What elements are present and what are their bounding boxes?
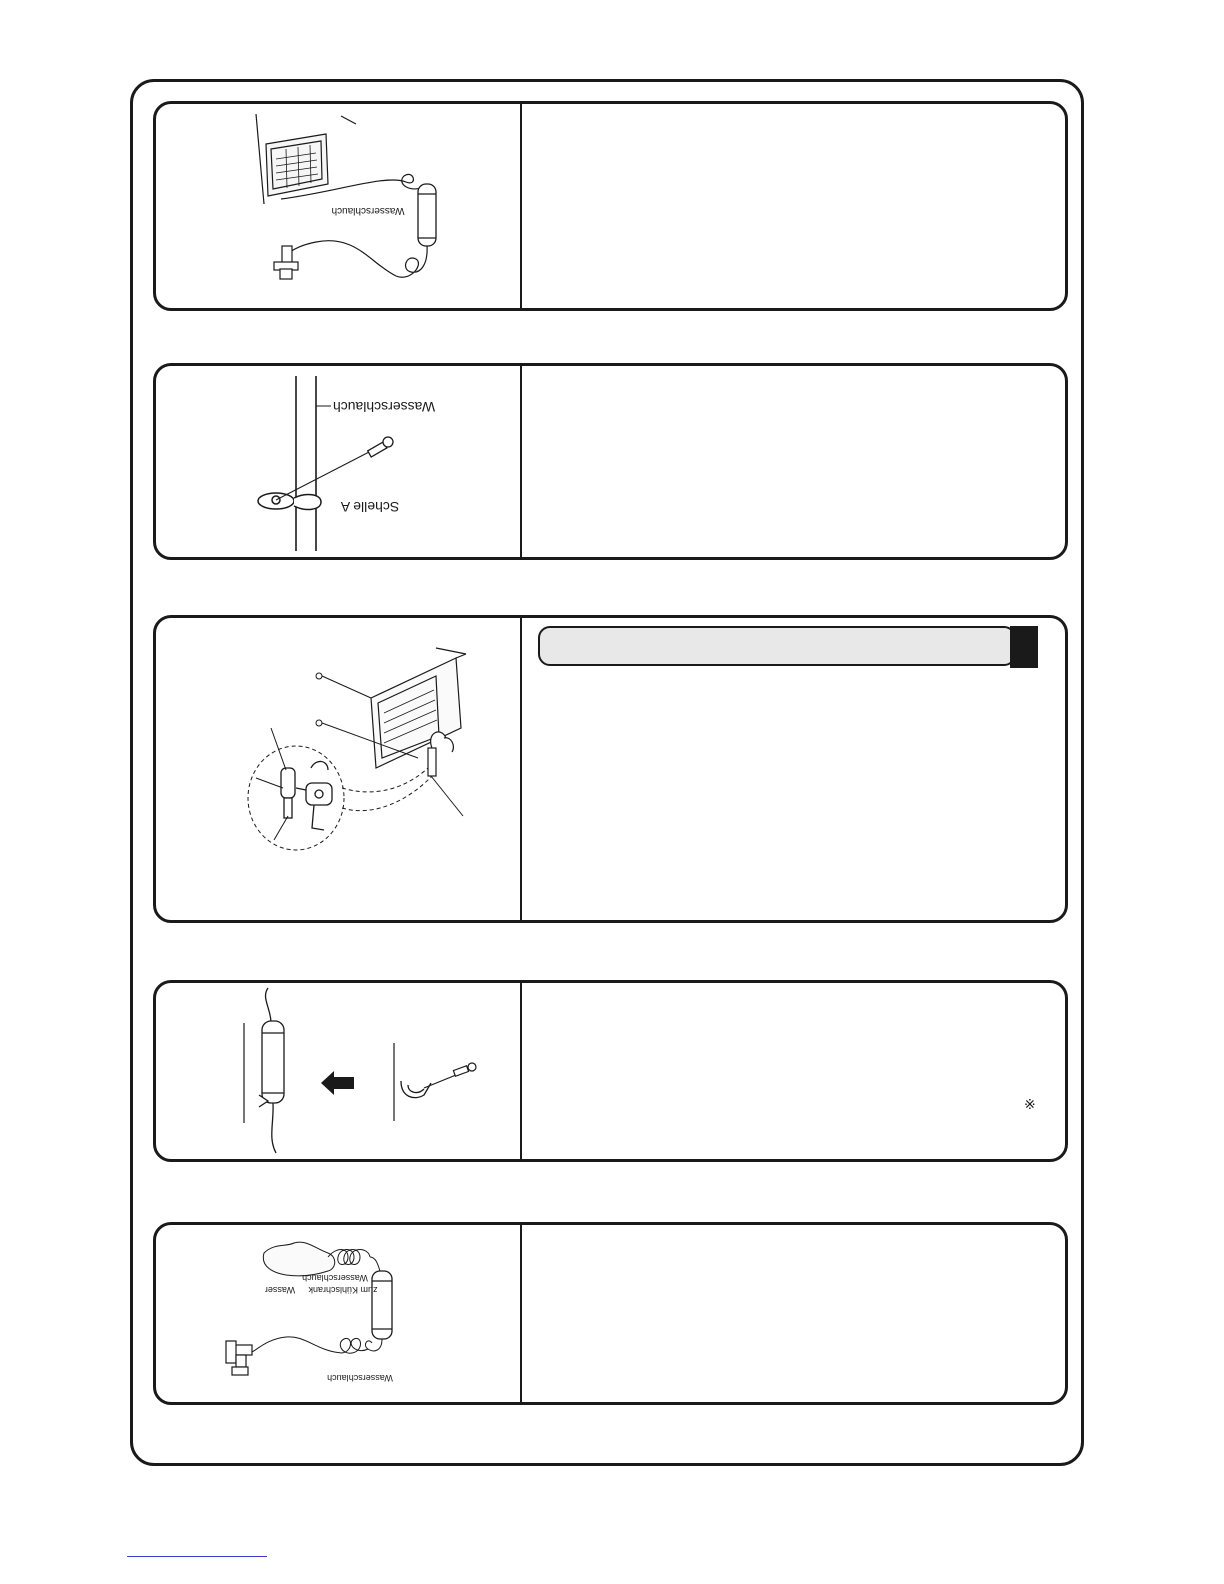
hose-coil-top (328, 1250, 380, 1272)
panel-divider (520, 366, 522, 557)
water-label: Wasser (264, 1285, 296, 1295)
to-fridge-label: zum Kühlschrank (308, 1285, 378, 1295)
detail-valve-parts (281, 761, 332, 830)
hose-top-label: Wasserschlauch (302, 1273, 368, 1283)
hose-label: Wasserschlauch (331, 205, 405, 216)
filter-cartridge (418, 184, 436, 246)
section-header (538, 626, 1038, 668)
valve-assembly-illustration (156, 618, 520, 920)
step-panel-1 (153, 101, 1068, 311)
grille-panel (256, 114, 356, 204)
filter-install-illustration (156, 983, 520, 1159)
mounting-screw (424, 1063, 476, 1088)
tap-valve (226, 1341, 252, 1375)
step-panel-4 (153, 980, 1068, 1162)
note-symbol: ※ (1024, 1096, 1036, 1112)
direction-arrow (321, 1071, 354, 1095)
filter-cartridge (372, 1271, 392, 1339)
filter-flush-illustration (156, 1225, 520, 1402)
water-splash (263, 1242, 334, 1276)
clamp-label: Schelle A (340, 499, 400, 515)
hose-coil-bottom (250, 1337, 382, 1353)
filter-connection-illustration (156, 104, 520, 308)
clamp-mounting-illustration (156, 366, 520, 557)
panel-divider (520, 618, 522, 920)
clamp-a (258, 493, 321, 509)
section-header-tab (1010, 626, 1038, 668)
panel-divider (520, 983, 522, 1159)
step-panel-3 (153, 615, 1068, 923)
step-panel-2 (153, 363, 1068, 560)
filter-cartridge (259, 988, 284, 1153)
footer-link-rule (127, 1556, 267, 1557)
panel-divider (520, 104, 522, 308)
filter-clip (401, 1081, 431, 1098)
mounting-screw (276, 437, 393, 500)
hose-bottom-label: Wasserschlauch (327, 1373, 393, 1383)
section-header-pill (538, 626, 1016, 666)
water-valve (428, 732, 453, 776)
step-panel-5 (153, 1222, 1068, 1405)
panel-divider (520, 1225, 522, 1402)
tap-valve (274, 246, 298, 279)
hose-label: Wasserschlauch (332, 399, 436, 415)
